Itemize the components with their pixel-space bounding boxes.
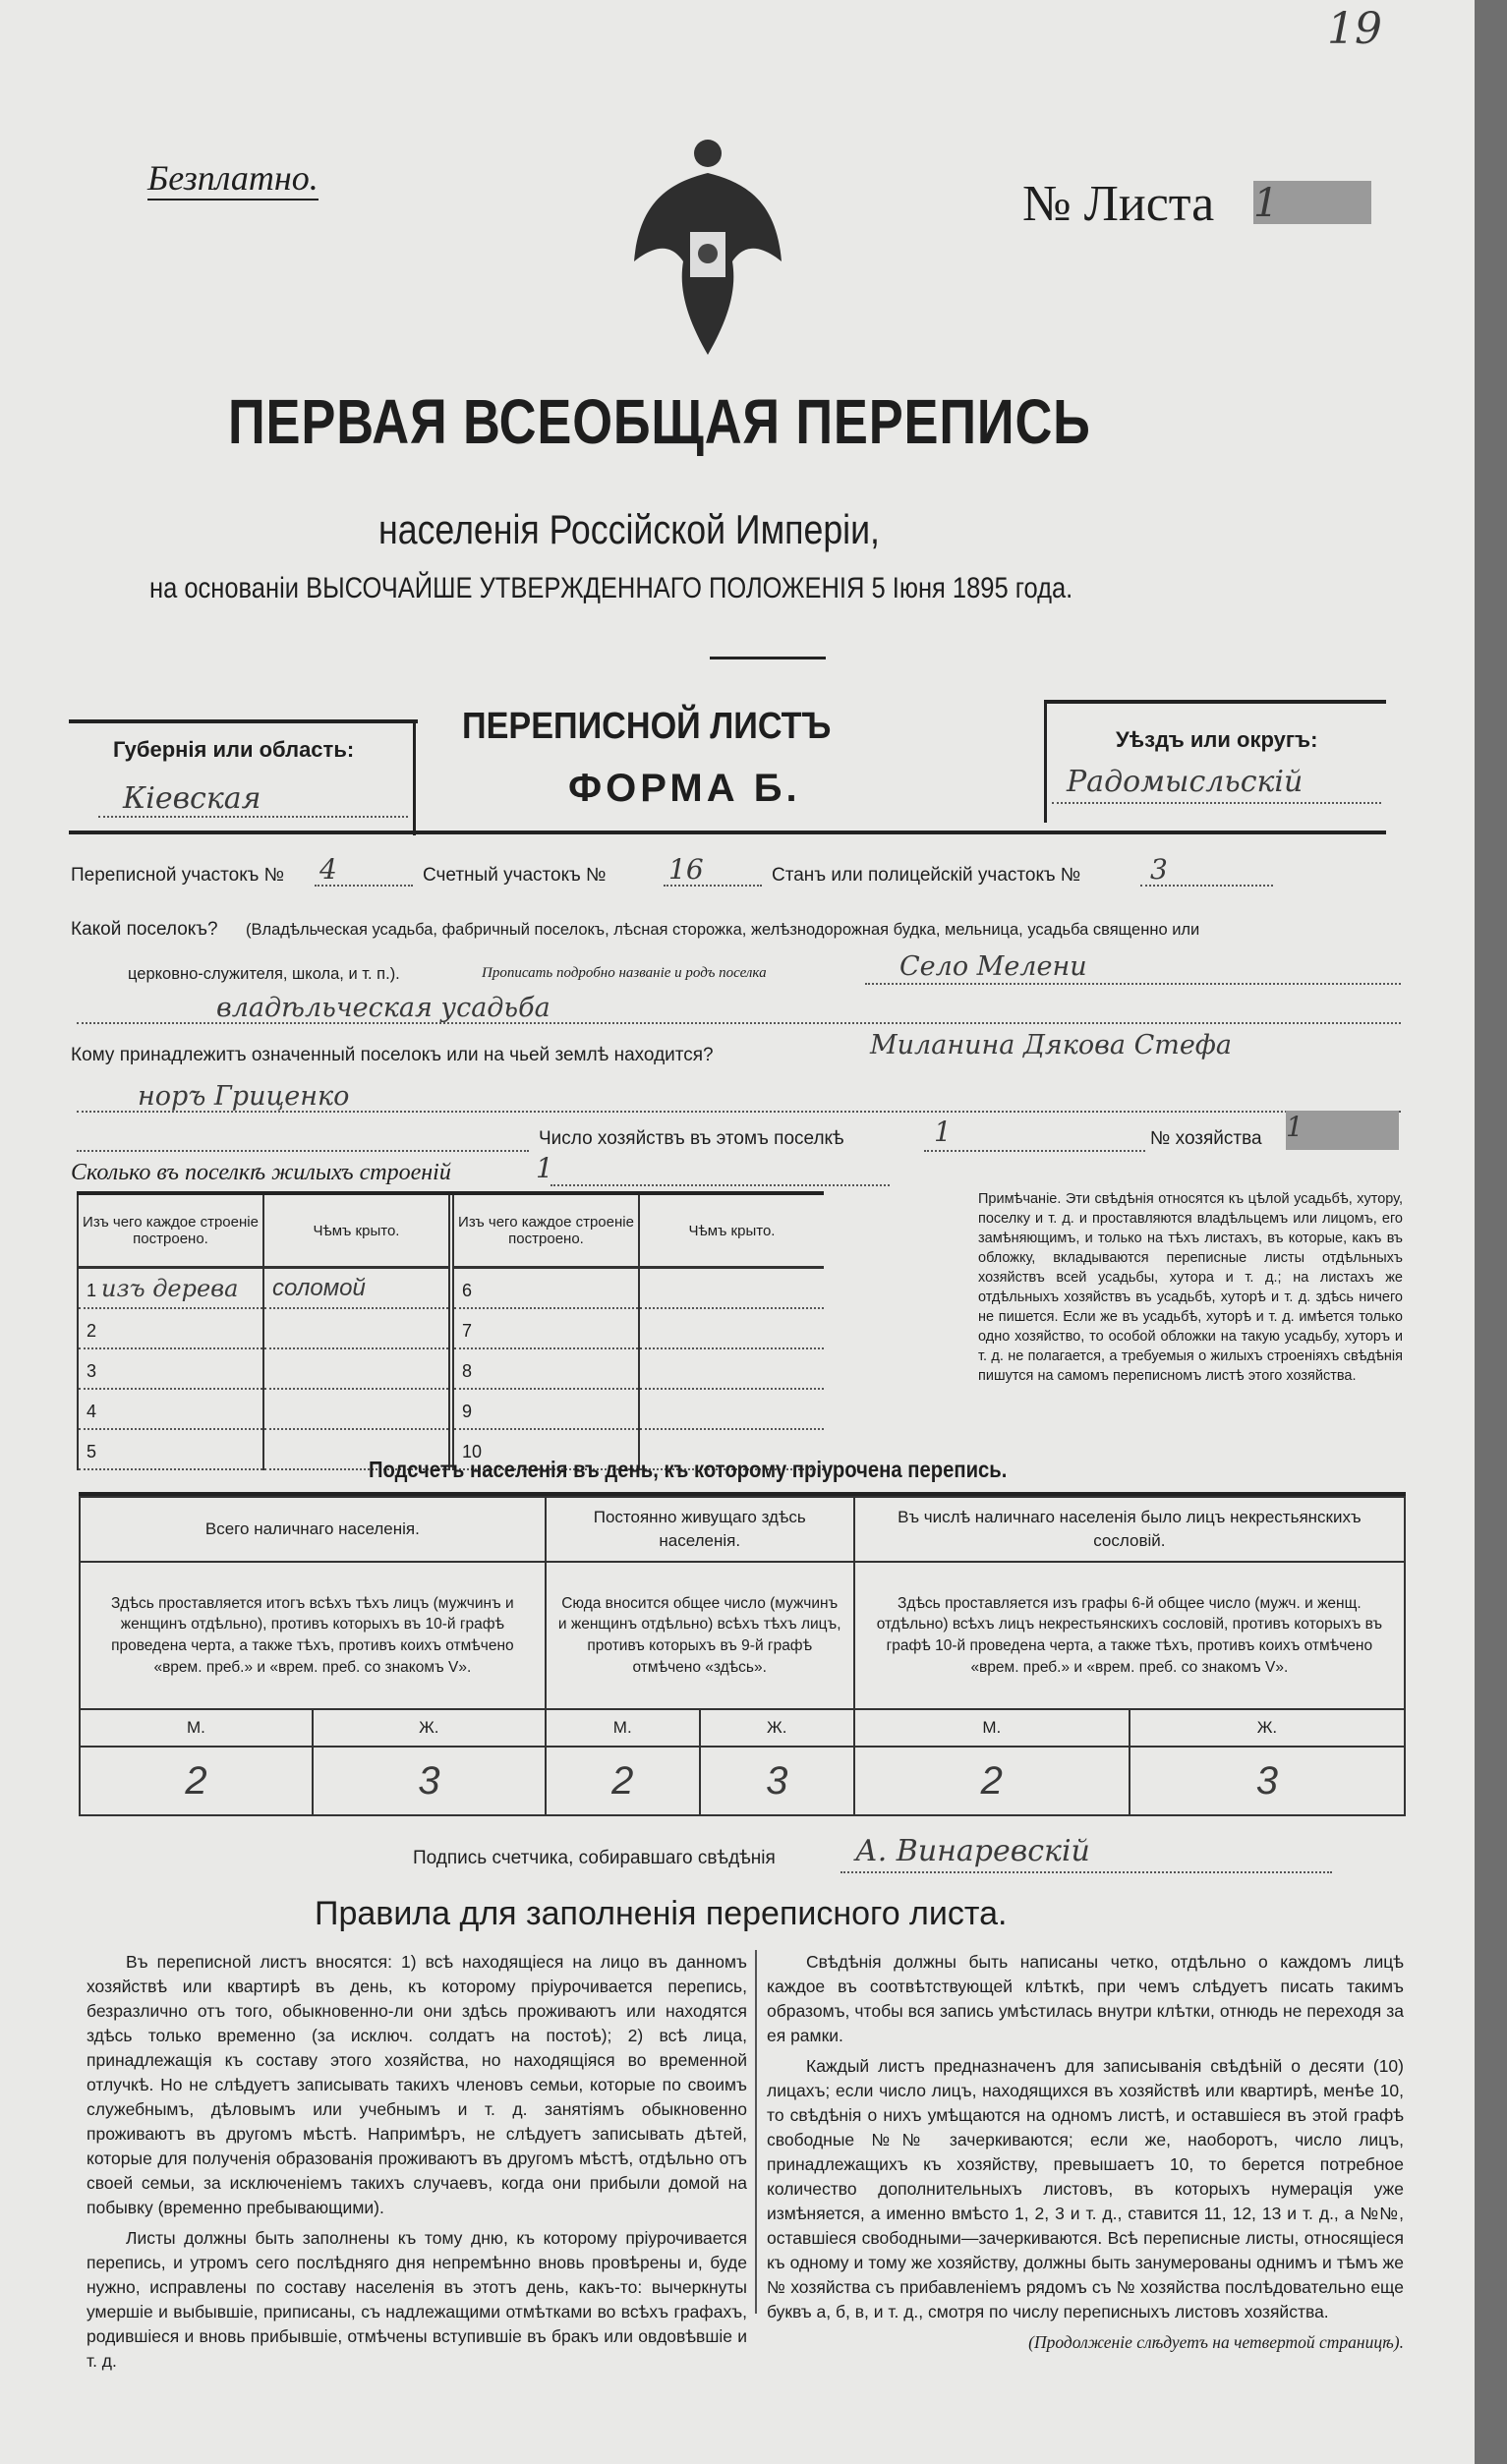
district-line [1052,802,1381,804]
buildings-header-row [78,1195,824,1268]
province-value[interactable]: Кіевская [123,781,261,816]
field-line [77,1150,529,1152]
building-roof[interactable] [263,1308,451,1348]
building-roof[interactable] [639,1308,824,1348]
roof-header: Чѣмъ крыто. [639,1195,824,1268]
building-number: 7 [462,1320,473,1341]
building-roof[interactable] [263,1348,451,1389]
signature-label: Подпись счетчика, собиравшаго свѣдѣнія [413,1848,776,1868]
population-column-desc: Здѣсь проставляется итогъ всѣхъ тѣхъ лицъ (мужчинъ и женщинъ отдѣльно), противъ которыхъ въ 10-й графѣ проведена черта, а также тѣхъ, противъ коихъ отмѣчено «врем. преб.» и «врем. преб. со знакомъ V». [80,1562,546,1709]
male-count[interactable]: 2 [854,1747,1130,1815]
male-count[interactable]: 2 [546,1747,700,1815]
settlement-value[interactable]: владѣльческая усадьба [216,993,551,1023]
building-number: 4 [87,1401,97,1421]
building-material-cell[interactable] [78,1429,263,1469]
female-label: Ж. [1130,1709,1405,1747]
population-table [79,1492,1406,1816]
buildings-table [77,1191,824,1470]
rules-paragraph: Свѣдѣнія должны быть написаны четко, отдѣльно о каждомъ лицѣ каждое въ соотвѣтствующей клѣткѣ, при чемъ слѣдуетъ писать такимъ образомъ, чтобы вся запись умѣстилась внутри клѣтки, отнюдь не переходя за ея рамки. [767,1952,1404,2045]
document-title: ПЕРВАЯ ВСЕОБЩАЯ ПЕРЕПИСЬ [228,386,1091,457]
building-number: 3 [87,1360,97,1381]
male-label: М. [80,1709,313,1747]
divider [413,719,416,835]
male-label: М. [854,1709,1130,1747]
building-number: 9 [462,1401,473,1421]
building-number: 2 [87,1320,97,1341]
material-header: Изъ чего каждое строеніе построено. [78,1195,263,1268]
rules-left-column [87,1950,747,2379]
female-label: Ж. [700,1709,854,1747]
buildings-row [78,1308,824,1348]
buildings-value[interactable]: 1 [536,1152,553,1184]
households-label: Число хозяйствъ въ этомъ поселкѣ [539,1128,844,1149]
settlement-hint: (Владѣльческая усадьба, фабричный поселокъ, лѣсная сторожка, желѣзнодорожная будка, мельница, усадьба священно или [246,921,1200,939]
population-column-header: Въ числѣ наличнаго населенія было лицъ некрестьянскихъ сословій. [854,1497,1405,1562]
count-area-label: Счетный участокъ № [423,865,607,886]
settlement-hint: Прописать подробно названіе и родъ поселка [482,965,767,981]
census-area-label: Переписной участокъ № [71,865,285,886]
rules-title: Правила для заполненія переписного листа. [315,1895,1008,1932]
rules-right-column [767,1950,1404,2361]
building-number: 6 [462,1280,473,1300]
imperial-eagle-emblem [629,134,786,370]
population-column-header: Постоянно живущаго здѣсь населенія. [546,1497,854,1562]
district-value[interactable]: Радомысльскій [1067,765,1304,799]
divider [710,657,826,659]
female-count[interactable]: 3 [700,1747,854,1815]
population-column-header: Всего наличнаго населенія. [80,1497,546,1562]
rules-paragraph: Въ переписной листъ вносятся: 1) всѣ находящіеся на лицо въ данномъ хозяйствѣ или квартирѣ въ день, къ которому пріурочивается перепись, безразлично отъ того, обыкновенно-ли они здѣсь проживаютъ или находятся здѣсь только временно (за исключ. солдатъ на постоѣ); 2) всѣ лица, принадлежащія къ составу этого хозяйства, но находящіяся во временной отлучкѣ. Но не слѣдуетъ записывать такихъ членовъ семьи, которые по своимъ служебнымъ, дѣловымъ или учебнымъ и т. д. занятіямъ обыкновенно проживаютъ въ другомъ мѣстѣ. Напримѣръ, не слѣдуетъ записывать дѣтей, которые для полученія образованія проживаютъ въ другомъ мѣстѣ, отдѣльно отъ своей семьи, за исключеніемъ такихъ случаевъ, когда они прибыли домой на побывку (временно пребывающими). [87,1952,747,2217]
building-number: 8 [462,1360,473,1381]
owner-value[interactable]: норъ Гриценко [138,1081,350,1112]
building-roof[interactable] [639,1348,824,1389]
buildings-row [78,1348,824,1389]
building-material: изъ дерева [101,1274,239,1302]
sheet-number-value: 1 [1253,181,1371,224]
rules-paragraph: Листы должны быть заполнены къ тому дню, къ которому пріурочивается перепись, и утромъ сего послѣдняго дня непремѣнно вновь провѣрены и, буде нужно, исправлены по составу населенія въ этотъ день, какъ-то: вычеркнуты умершіе и выбывшіе, приписаны, съ надлежащими отмѣтками во всѣхъ графахъ, родившіеся и вновь прибывшіе, отмѣчены вступившіе въ бракъ или овдовѣвшіе и т. д. [87,2228,747,2371]
material-header: Изъ чего каждое строеніе построено. [451,1195,639,1268]
buildings-note: Примѣчаніе. Эти свѣдѣнія относятся къ цѣлой усадьбѣ, хутору, поселку и т. д. и проставляются владѣльцемъ или лицомъ, его замѣняющимъ, и только на тѣхъ листахъ, въ которые, какъ въ обложку, вкладываются переписные листы отдѣльныхъ хозяйствъ всей усадьбы, хутора и т. д.; на листахъ же отдѣльныхъ хозяйствъ въ усадьбѣ, хуторѣ и т. д. здѣсь ничего не пишется. Если же въ усадьбѣ, хуторѣ и т. д. имѣется только одно хозяйство, то особой обложки на такую усадьбу, хуторъ и т. д. не полагается, а требуемыя о жилыхъ строеніяхъ свѣдѣнія пишутся на самомъ переписномъ листѣ этого хозяйства. [978,1191,1403,1384]
column-divider [755,1950,757,2314]
building-material-cell[interactable] [78,1389,263,1429]
divider [1044,700,1047,823]
rules-continued: (Продолженіе слѣдуетъ на четвертой страницѣ). [1028,2332,1404,2352]
building-material-cell[interactable] [451,1308,639,1348]
settlement-hint: церковно-служителя, школа, и т. п.). [128,965,400,983]
building-material-cell[interactable] [78,1308,263,1348]
female-label: Ж. [313,1709,546,1747]
buildings-label: Сколько въ поселкѣ жилыхъ строеній [71,1160,451,1185]
building-material-cell[interactable] [78,1348,263,1389]
field-line [315,885,413,887]
rules-paragraph: Каждый листъ предназначенъ для записыванія свѣдѣній о десяти (10) лицахъ; если число лицъ, находящихся въ хозяйствѣ или квартирѣ, менѣе 10, то свѣдѣнія о нихъ умѣщаются на одномъ листѣ, и оставшіеся въ этой графѣ свободные №№ зачеркиваются; если же, наоборотъ, число лицъ, принадлежащихъ къ хозяйству, превышаетъ 10, то берется потребное количество дополнительныхъ листовъ, въ которыхъ нумерація уже измѣняется, а именно вмѣсто 1, 2, 3 и т. д., ставится 11, 12, 13 и т. д., а №№, оставшіеся свободными—зачеркиваются. Всѣ переписные листы, относящіеся къ одному и тому же хозяйству, должны быть занумерованы однимъ и тѣмъ же № хозяйства съ прибавленіемъ рядомъ съ № хозяйства послѣдовательно еще буквъ а, б, в, и т. д., смотря по числу переписныхъ листовъ хозяйства. [767,2056,1404,2321]
male-label: М. [546,1709,700,1747]
divider [69,719,418,723]
field-line [551,1184,890,1186]
household-number-label: № хозяйства [1150,1128,1262,1149]
field-line [840,1871,1332,1873]
roof-header: Чѣмъ крыто. [263,1195,451,1268]
building-material-cell[interactable] [451,1389,639,1429]
count-area-value[interactable]: 16 [668,853,704,886]
police-area-label: Станъ или полицейскій участокъ № [772,865,1081,886]
sheet-number-label: № Листа [1022,176,1215,232]
households-value[interactable]: 1 [934,1116,952,1148]
divider [69,831,1386,834]
signature-value[interactable]: А. Винаревскій [855,1834,1090,1868]
owner-value[interactable]: Миланина Дякова Стефа [870,1030,1233,1060]
building-material-cell[interactable] [451,1268,639,1309]
building-number: 1 [87,1280,97,1300]
female-count[interactable]: 3 [313,1747,546,1815]
field-line [664,885,762,887]
population-column-desc: Сюда вносится общее число (мужчинъ и женщинъ отдѣльно) всѣхъ тѣхъ лицъ, противъ которыхъ въ 9-й графѣ отмѣчено «здѣсь». [546,1562,854,1709]
building-roof[interactable] [639,1268,824,1309]
form-title: ПЕРЕПИСНОЙ ЛИСТЪ [462,706,832,747]
household-number-value[interactable]: 1 [1286,1111,1399,1150]
district-label: Уѣздъ или округъ: [1116,727,1318,752]
field-line [924,1150,1145,1152]
population-column-desc: Здѣсь проставляется изъ графы 6-й общее число (мужч. и женщ. отдѣльно) всѣхъ лицъ некрестьянскихъ сословій, противъ которыхъ въ графѣ 10-й проведена черта, а также тѣхъ, противъ коихъ отмѣчено «врем. преб.» и «врем. преб. со знакомъ V». [854,1562,1405,1709]
divider [1047,700,1386,704]
building-material-cell[interactable] [78,1268,263,1309]
buildings-row [78,1389,824,1429]
field-line [77,1111,1401,1113]
male-count[interactable]: 2 [80,1747,313,1815]
police-area-value[interactable]: 3 [1150,853,1168,886]
building-roof[interactable] [639,1389,824,1429]
building-roof[interactable]: соломой [263,1268,451,1309]
province-label: Губернія или область: [113,737,355,762]
field-line [1140,885,1273,887]
buildings-row [78,1268,824,1309]
building-number: 10 [462,1441,483,1461]
settlement-value[interactable]: Село Мелени [899,951,1087,982]
field-line [865,983,1401,985]
building-number: 5 [87,1441,97,1461]
building-roof[interactable] [263,1389,451,1429]
building-material-cell[interactable] [451,1348,639,1389]
owner-label: Кому принадлежитъ означенный поселокъ или на чьей землѣ находится? [71,1045,714,1065]
free-label: Безплатно. [147,157,319,201]
document-subtitle: населенія Россійской Имперіи, [378,506,880,552]
settlement-label: Какой поселокъ? [71,919,218,940]
census-area-value[interactable]: 4 [319,853,337,886]
female-count[interactable]: 3 [1130,1747,1405,1815]
page-number: 19 [1327,4,1382,54]
form-subtitle: ФОРМА Б. [568,767,801,810]
province-line [98,816,408,818]
population-title: Подсчетъ населенія въ день, къ которому пріурочена перепись. [369,1457,1008,1482]
document-basis: на основаніи ВЫСОЧАЙШЕ УТВЕРЖДЕННАГО ПОЛОЖЕНІЯ 5 Іюня 1895 года. [149,572,1073,604]
field-line [77,1022,1401,1024]
